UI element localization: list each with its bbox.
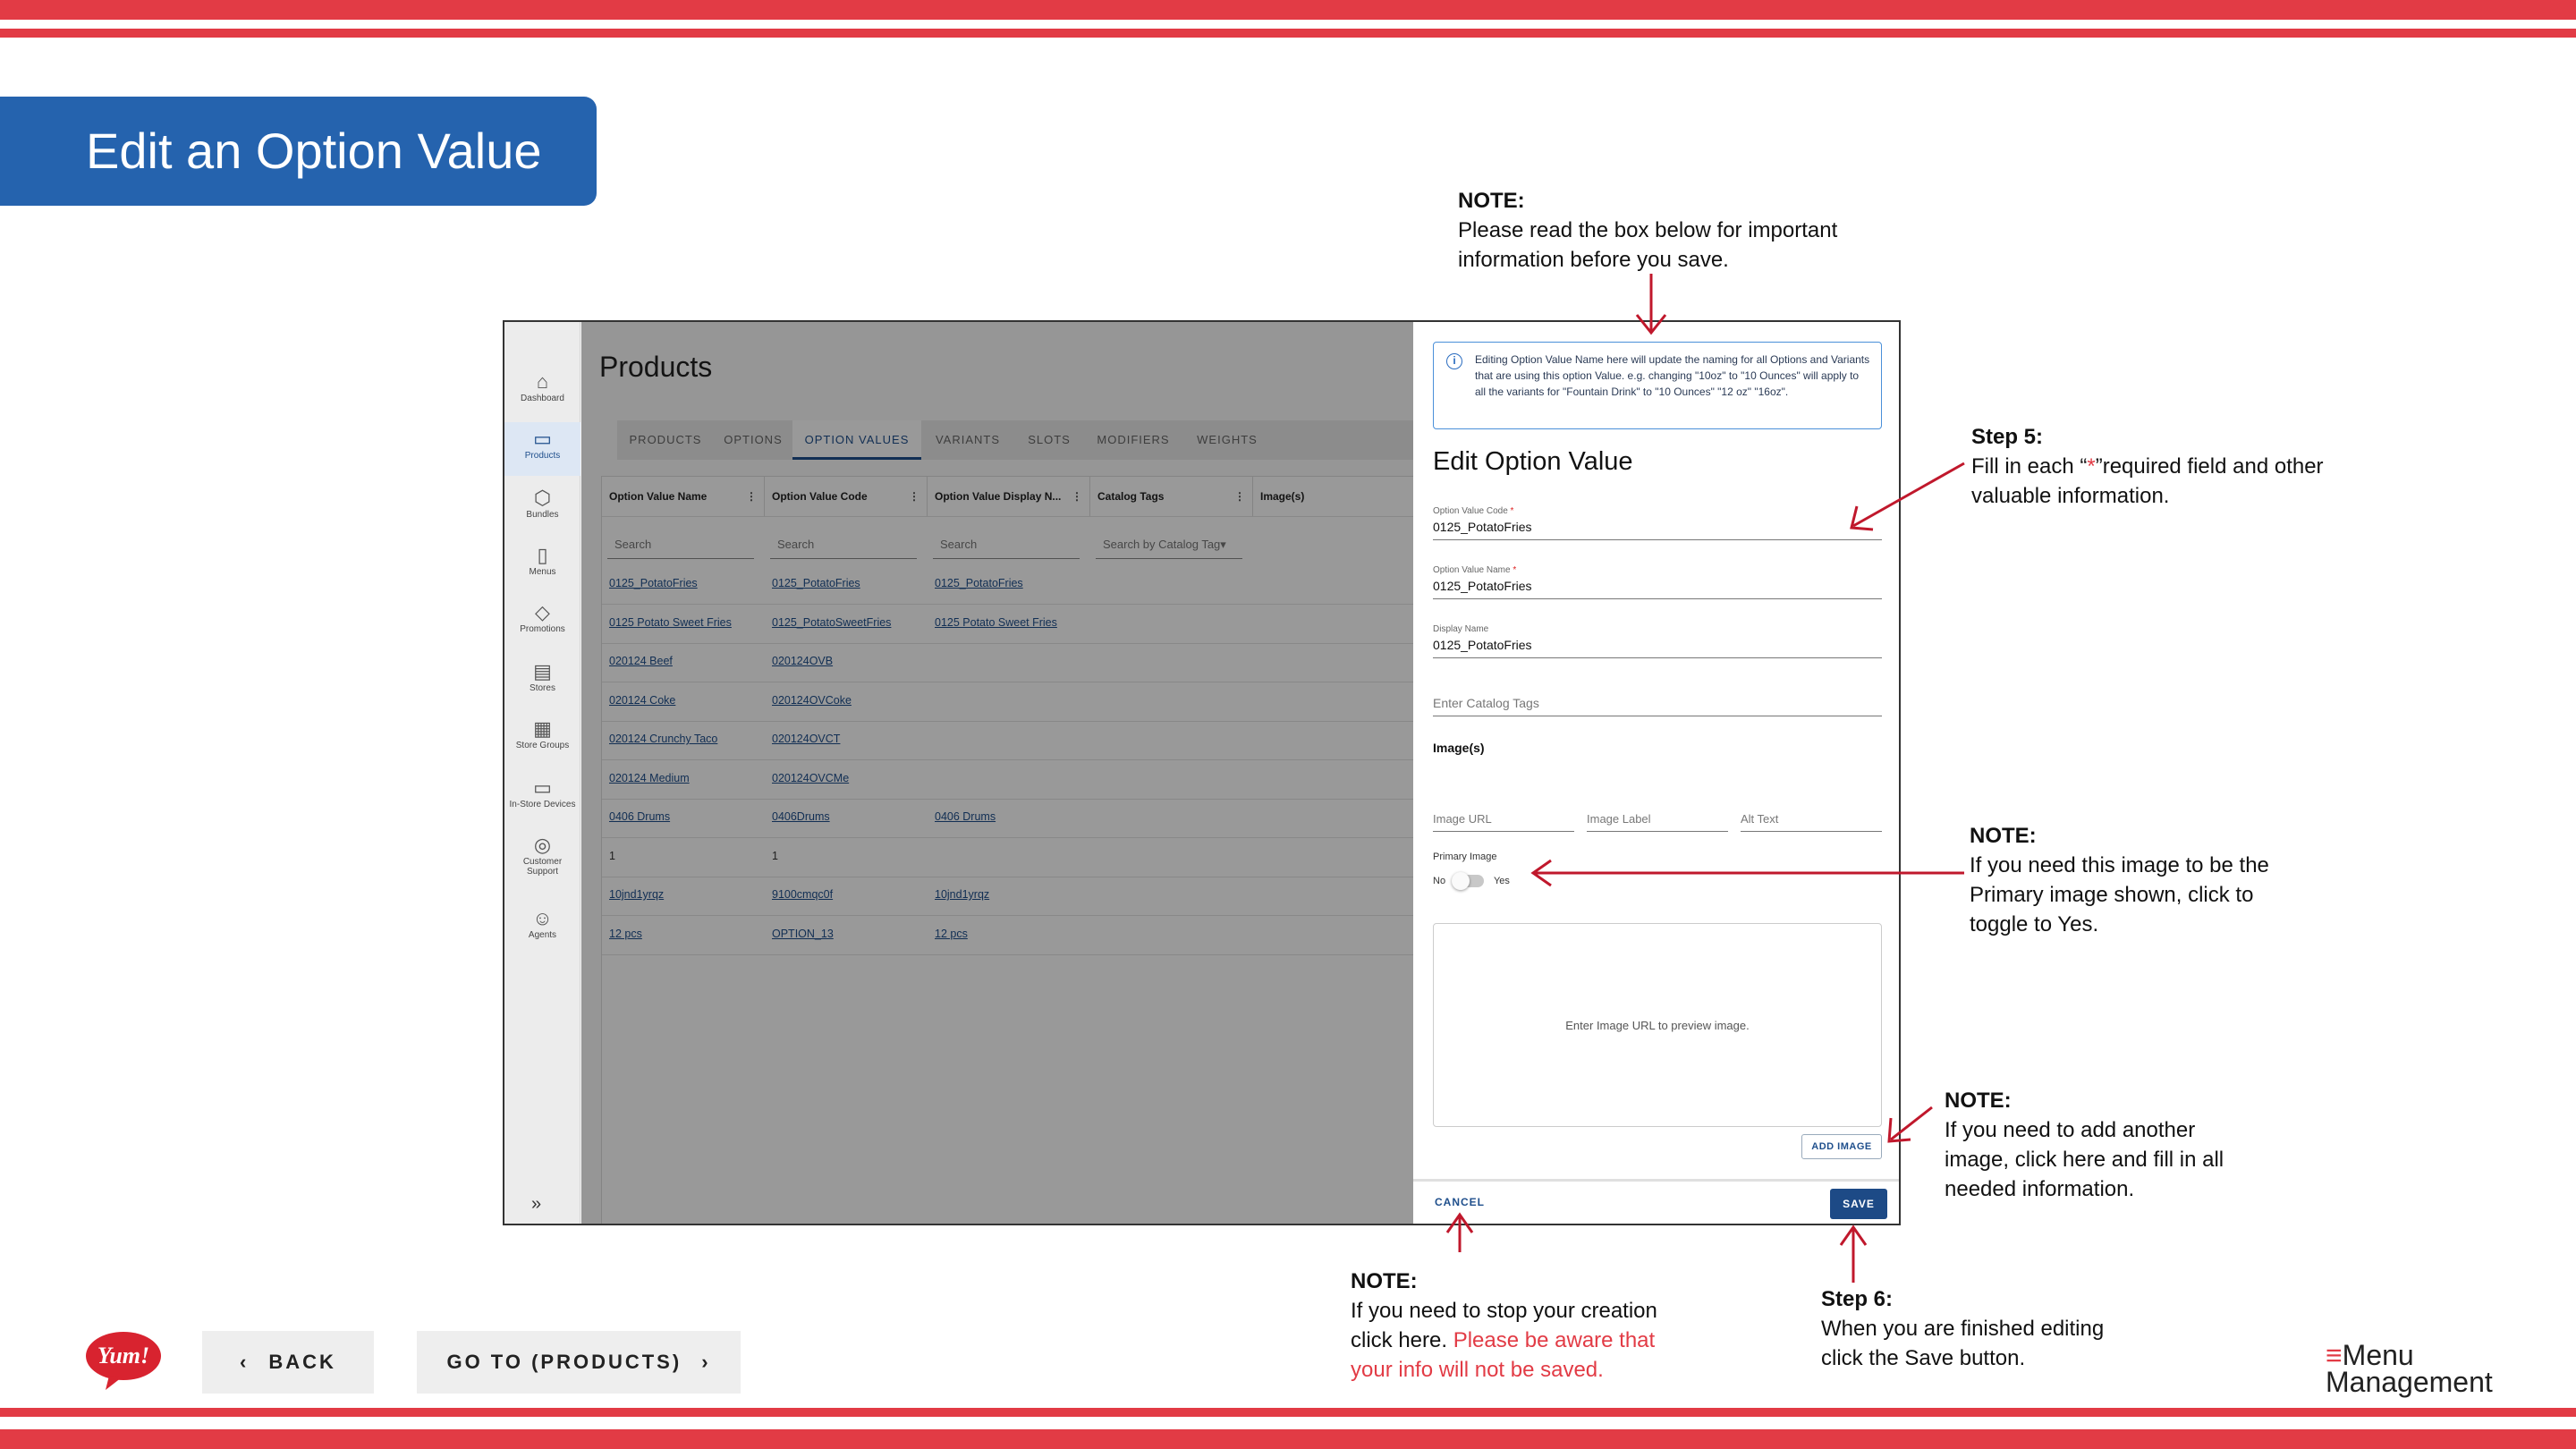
sidebar-item-customer-support[interactable] <box>504 834 580 877</box>
table-cell[interactable]: 020124OVCoke <box>772 693 852 707</box>
table-cell[interactable]: 0125 Potato Sweet Fries <box>935 615 1057 629</box>
note-primary-text: If you need this image to be the Primary image shown, click to toggle to Yes. <box>1970 853 2269 936</box>
dropdown-arrow-icon: ▾ <box>1220 538 1226 551</box>
display-name-field[interactable]: Display Name 0125_PotatoFries <box>1433 624 1882 658</box>
sidebar-item-menus[interactable] <box>504 544 580 577</box>
sidebar-item-in-store-devices[interactable] <box>504 776 580 809</box>
tag-icon: ◇ <box>535 601 550 623</box>
sidebar-item-label: In-Store Devices <box>509 800 576 809</box>
users-icon: ☺ <box>532 907 553 929</box>
tab-modifiers[interactable]: MODIFIERS <box>1097 433 1170 446</box>
table-cell[interactable]: 1 <box>609 849 615 862</box>
info-alert <box>1433 342 1882 429</box>
bottom-stripe-thick <box>0 1429 2576 1449</box>
tab-weights[interactable]: WEIGHTS <box>1197 433 1258 446</box>
option-value-name-input[interactable]: 0125_PotatoFries <box>1433 579 1532 593</box>
sidebar-item-label: Stores <box>530 683 555 693</box>
sidebar <box>504 322 580 1224</box>
svg-text:Yum!: Yum! <box>97 1343 150 1368</box>
toggle-knob <box>1452 872 1470 890</box>
catalog-tags-input[interactable]: Enter Catalog Tags <box>1433 696 1539 710</box>
top-stripe-thin <box>0 29 2576 38</box>
document-icon: ▯ <box>537 544 548 566</box>
edit-drawer <box>1413 322 1901 1224</box>
catalog-tags-field[interactable] <box>1433 696 1882 716</box>
search-input[interactable]: Search <box>607 538 754 559</box>
table-cell[interactable]: 0125_PotatoFries <box>609 577 698 589</box>
table-cell[interactable]: 020124OVCMe <box>772 771 850 784</box>
table-cell[interactable]: 0406 Drums <box>935 810 996 823</box>
alt-text-input[interactable]: Alt Text <box>1741 812 1882 832</box>
sidebar-item-label: Products <box>524 451 561 461</box>
table-cell[interactable]: 0125_PotatoFries <box>772 577 860 589</box>
tab-option-values[interactable]: OPTION VALUES <box>792 420 921 460</box>
bottom-stripe-thin <box>0 1408 2576 1417</box>
drawer-footer <box>1413 1179 1901 1225</box>
display-name-input[interactable]: 0125_PotatoFries <box>1433 638 1532 652</box>
grid-icon: ▦ <box>533 717 552 740</box>
column-header[interactable]: Catalog Tags ⋮ <box>1090 477 1253 516</box>
table-cell[interactable]: 020124OVCT <box>772 733 841 745</box>
note-step5 <box>1971 422 2329 511</box>
catalog-tag-select[interactable]: Search by Catalog Tag▾ <box>1096 538 1242 559</box>
image-url-input[interactable]: Image URL <box>1433 812 1574 832</box>
table-cell[interactable]: 0125_PotatoSweetFries <box>772 615 892 629</box>
table-cell[interactable]: 10jnd1yrqz <box>935 888 990 901</box>
home-icon: ⌂ <box>536 370 549 393</box>
table-cell[interactable]: OPTION_13 <box>772 927 834 940</box>
note-step5-star: * <box>2087 454 2096 479</box>
box-icon: ▭ <box>533 428 552 450</box>
sidebar-item-label: Customer Support <box>522 857 563 877</box>
app-screenshot <box>503 320 1901 1225</box>
primary-image-label: Primary Image <box>1433 852 1497 862</box>
note-step5-text-pre: Fill in each “ <box>1971 454 2088 479</box>
sidebar-item-dashboard[interactable] <box>504 370 580 403</box>
note-top-text: Please read the box below for important information before you save. <box>1458 218 1838 272</box>
column-header[interactable]: Option Value Display N... ⋮ <box>928 477 1090 516</box>
tab-options[interactable]: OPTIONS <box>724 433 783 446</box>
info-alert-text: Editing Option Value Name here will update the naming for all Options and Variants that are using this option Value. e.g. changing "10oz" to "10 Ounces" will apply to all the variants for "Fountain Drink" to "10 Ounces" "12 oz" "16oz". <box>1475 353 1870 398</box>
note-primary-heading: NOTE: <box>1970 824 2037 848</box>
note-add-image-text: If you need to add another image, click here and fill in all needed information. <box>1945 1118 2224 1201</box>
note-cancel <box>1351 1267 1690 1385</box>
tab-variants[interactable]: VARIANTS <box>935 433 1001 446</box>
sidebar-item-agents[interactable] <box>504 907 580 940</box>
back-button[interactable]: ‹ BACK <box>202 1331 374 1394</box>
add-image-button[interactable]: ADD IMAGE <box>1801 1134 1882 1159</box>
note-cancel-text: If you need to stop your creation click here. <box>1351 1299 1657 1352</box>
note-step5-text-post: ”required field and other valuable information. <box>1971 454 2324 508</box>
table-cell[interactable]: 9100cmqc0f <box>772 888 834 901</box>
column-menu-icon[interactable]: ⋮ <box>746 490 757 503</box>
tab-slots[interactable]: SLOTS <box>1028 433 1071 446</box>
sidebar-item-products[interactable] <box>504 422 580 476</box>
note-top <box>1458 186 1923 275</box>
column-menu-icon[interactable]: ⋮ <box>1072 490 1082 503</box>
menu-lines-icon: ≡ <box>2326 1339 2343 1371</box>
sidebar-item-label: Dashboard <box>521 394 564 403</box>
slide-title: Edit an Option Value <box>0 97 597 206</box>
note-step5-heading: Step 5: <box>1971 425 2044 449</box>
option-value-code-field[interactable]: Option Value Code * 0125_PotatoFries <box>1433 506 1882 540</box>
support-icon: ◎ <box>533 834 552 856</box>
sidebar-item-stores[interactable] <box>504 660 580 693</box>
column-header[interactable]: Option Value Name ⋮ <box>602 477 765 516</box>
table-cell[interactable]: 10jnd1yrqz <box>609 888 665 901</box>
table-cell[interactable]: 12 pcs <box>609 927 642 940</box>
sidebar-item-label: Agents <box>528 930 557 940</box>
table-cell[interactable]: 020124 Beef <box>609 655 673 667</box>
menu-management-logo: ≡Menu Management <box>2326 1339 2493 1398</box>
note-step6-heading: Step 6: <box>1821 1287 1894 1311</box>
table-cell[interactable]: 12 pcs <box>935 927 968 940</box>
column-menu-icon[interactable]: ⋮ <box>1234 490 1245 503</box>
cancel-button[interactable]: CANCEL <box>1435 1196 1485 1208</box>
column-menu-icon[interactable]: ⋮ <box>909 490 919 503</box>
toggle-yes-label: Yes <box>1493 875 1510 886</box>
images-heading: Image(s) <box>1433 741 1485 755</box>
table-cell[interactable]: 0406 Drums <box>609 810 671 823</box>
note-top-heading: NOTE: <box>1458 189 1525 213</box>
info-icon: i <box>1446 353 1462 369</box>
toggle-no-label: No <box>1433 875 1446 886</box>
column-header[interactable]: Option Value Code ⋮ <box>765 477 928 516</box>
required-asterisk: * <box>1513 565 1517 575</box>
page-title: Products <box>599 351 713 383</box>
sidebar-item-bundles[interactable] <box>504 487 580 520</box>
note-step6-text: When you are finished editing click the Save button. <box>1821 1317 2105 1370</box>
note-cancel-warning: Please be aware that your info will not be saved. <box>1351 1328 1656 1382</box>
note-cancel-heading: NOTE: <box>1351 1269 1418 1293</box>
table-cell[interactable]: 020124 Crunchy Taco <box>609 733 718 745</box>
drawer-title: Edit Option Value <box>1433 447 1633 476</box>
chevron-right-icon: › <box>701 1351 711 1373</box>
image-label-input[interactable]: Image Label <box>1587 812 1728 832</box>
note-add-image-heading: NOTE: <box>1945 1089 2012 1113</box>
note-add-image <box>1945 1086 2249 1204</box>
cube-icon: ⬡ <box>533 487 552 509</box>
search-input[interactable]: Search <box>770 538 917 559</box>
table-cell[interactable]: 0406Drums <box>772 810 830 823</box>
chevron-left-icon: ‹ <box>240 1351 250 1373</box>
table-cell[interactable]: 020124 Coke <box>609 693 676 707</box>
table-cell[interactable]: 020124OVB <box>772 655 834 667</box>
top-stripe-thick <box>0 0 2576 20</box>
table-cell[interactable]: 1 <box>772 849 778 862</box>
sidebar-item-store-groups[interactable] <box>504 717 580 750</box>
sidebar-item-label: Promotions <box>520 624 565 634</box>
go-to-products-button[interactable]: GO TO (PRODUCTS) › <box>417 1331 741 1394</box>
option-value-name-field[interactable]: Option Value Name * 0125_PotatoFries <box>1433 565 1882 599</box>
search-input[interactable]: Search <box>933 538 1080 559</box>
expand-sidebar-icon[interactable]: » <box>531 1194 542 1214</box>
monitor-icon: ▭ <box>533 776 552 799</box>
note-primary <box>1970 821 2301 939</box>
required-asterisk: * <box>1510 506 1514 516</box>
tab-products[interactable]: PRODUCTS <box>629 433 702 446</box>
option-value-code-input[interactable]: 0125_PotatoFries <box>1433 520 1532 534</box>
image-preview: Enter Image URL to preview image. <box>1433 923 1882 1127</box>
sidebar-item-label: Bundles <box>526 510 559 520</box>
yum-logo <box>82 1329 165 1392</box>
table-cell[interactable]: 0125_PotatoFries <box>935 577 1023 589</box>
primary-image-toggle-row <box>1433 875 1510 887</box>
save-button[interactable]: SAVE <box>1830 1189 1887 1219</box>
column-header[interactable]: Image(s) <box>1253 477 1434 516</box>
primary-image-toggle[interactable] <box>1453 875 1484 887</box>
note-step6 <box>1821 1284 2143 1373</box>
sidebar-item-promotions[interactable] <box>504 601 580 634</box>
modal-backdrop[interactable] <box>581 322 1490 1224</box>
sidebar-item-label: Store Groups <box>515 741 570 750</box>
table-cell[interactable]: 0125 Potato Sweet Fries <box>609 615 732 629</box>
table-cell[interactable]: 020124 Medium <box>609 771 690 784</box>
sidebar-item-label: Menus <box>529 567 556 577</box>
store-icon: ▤ <box>533 660 552 682</box>
